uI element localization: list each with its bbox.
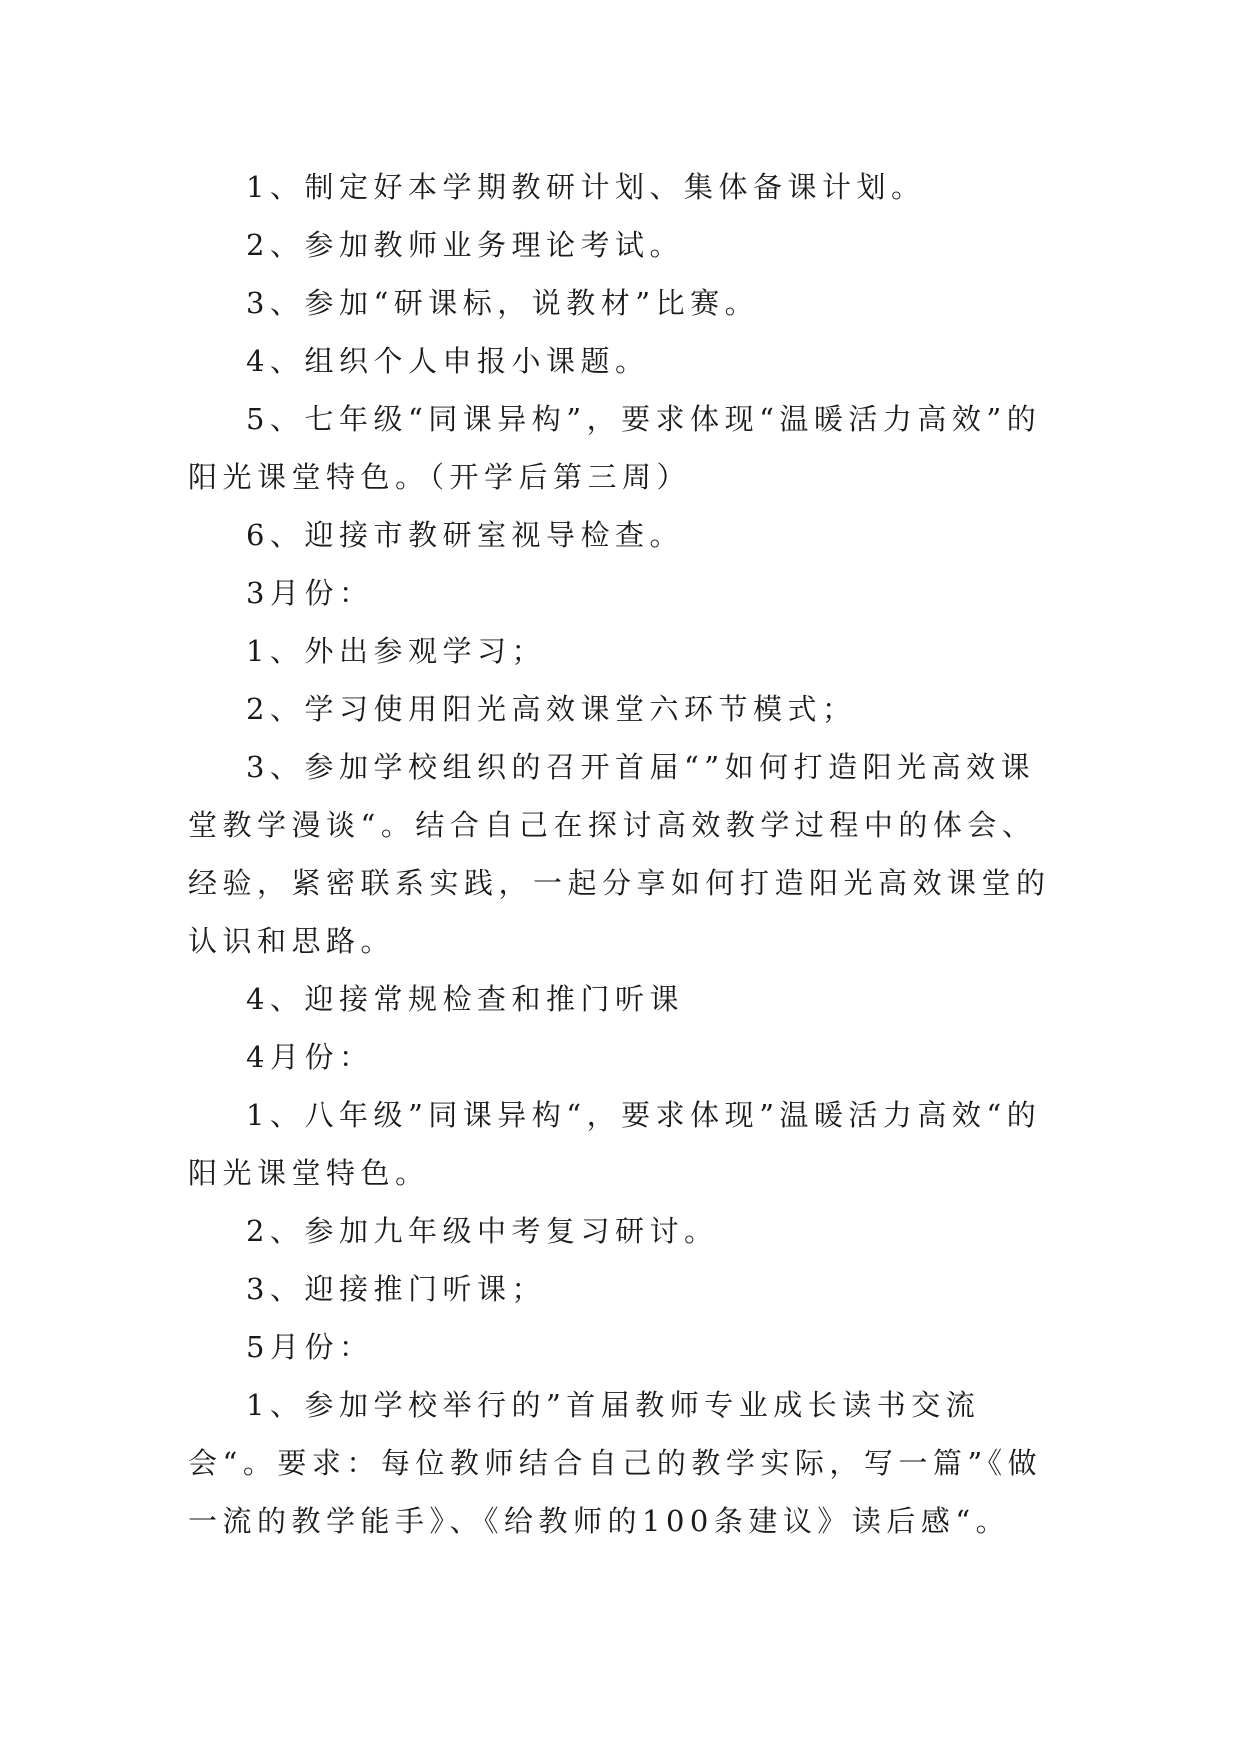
paragraph-april-1: 1、八年级”同课异构“，要求体现”温暖活力高效“的阳光课堂特色。 (188, 1098, 1042, 1190)
paragraph-plan-2: 2、参加教师业务理论考试。 (246, 228, 684, 262)
document-body (188, 158, 1058, 1550)
paragraph-may-1: 1、参加学校举行的”首届教师专业成长读书交流会“。要求：每位教师结合自己的教学实际，写一篇”《做一流的教学能手》、《给教师的100条建议》读后感“。 (188, 1388, 1043, 1538)
paragraph-plan-1: 1、制定好本学期教研计划、集体备课计划。 (246, 170, 926, 204)
paragraph-april-3: 3、迎接推门听课； (246, 1272, 546, 1306)
paragraph-march-3: 3、参加学校组织的召开首届“”如何打造阳光高效课堂教学漫谈“。结合自己在探讨高效教学过程中的体会、经验，紧密联系实践，一起分享如何打造阳光高效课堂的认识和思路。 (188, 750, 1051, 958)
heading-march: 3月份： (246, 576, 374, 610)
paragraph-march-2: 2、学习使用阳光高效课堂六环节模式； (246, 692, 857, 726)
paragraph-plan-5: 5、七年级“同课异构”，要求体现“温暖活力高效”的阳光课堂特色。（开学后第三周） (188, 402, 1042, 494)
paragraph-plan-6: 6、迎接市教研室视导检查。 (246, 518, 684, 552)
heading-april: 4月份： (246, 1040, 374, 1074)
paragraph-april-2: 2、参加九年级中考复习研讨。 (246, 1214, 719, 1248)
heading-may: 5月份： (246, 1330, 374, 1364)
paragraph-plan-4: 4、组织个人申报小课题。 (246, 344, 650, 378)
paragraph-march-4: 4、迎接常规检查和推门听课 (246, 982, 684, 1016)
paragraph-plan-3: 3、参加“研课标，说教材”比赛。 (246, 286, 760, 320)
paragraph-march-1: 1、外出参观学习； (246, 634, 546, 668)
